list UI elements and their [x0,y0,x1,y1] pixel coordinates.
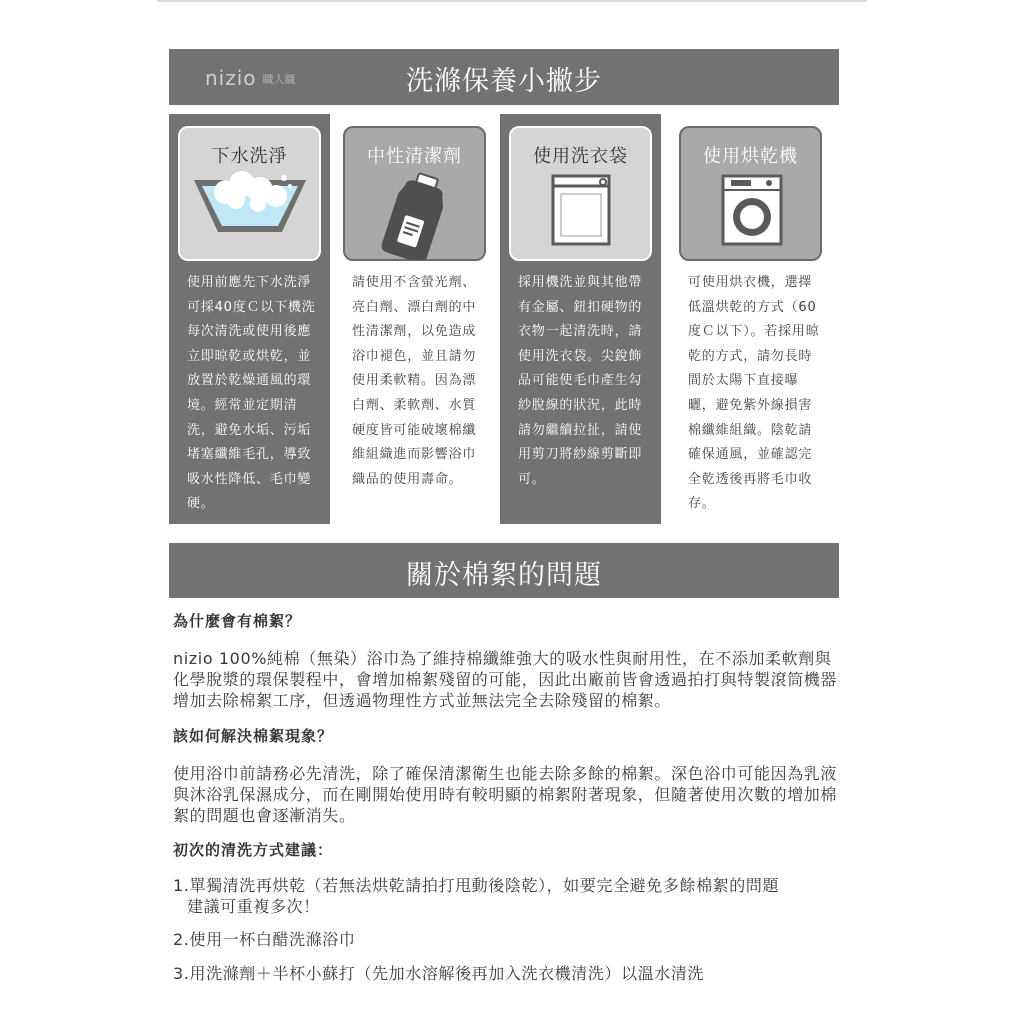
card-title: 下水洗淨 [211,146,288,167]
question-why-lint: 為什麼會有棉絮？ [173,612,302,630]
wash-tip-1-cont: 建議可重複多次！ [187,897,320,916]
care-column-detergent [334,114,495,524]
wash-tip-1: 1.單獨清洗再烘乾（若無法烘乾請拍打甩動後陰乾），如要完全避免多餘棉絮的問題 [173,876,780,895]
wash-basin-icon [180,170,319,240]
care-card [343,126,486,261]
care-column-wash [169,114,330,524]
dryer-machine-icon [681,170,820,250]
wash-tip-2-wrap [173,929,843,950]
care-card [178,126,321,261]
wash-tip-2: 2.使用一杯白醋洗滌浴巾 [173,930,356,949]
top-divider [157,0,867,2]
card-title: 使用洗衣袋 [533,146,628,167]
question-solve-lint: 該如何解決棉絮現象？ [173,727,334,745]
answer-solve-lint: 使用浴巾前請務必先清洗，除了確保清潔衛生也能去除多餘的棉絮。深色浴巾可能因為乳液與沐浴乳保濕成分，而在剛開始使用時有較明顯的棉絮附著現象，但隨著使用次數的增加棉絮的問題也會逐漸消失。 [173,764,838,825]
faq-question [173,610,843,631]
wash-tip-list [173,875,843,917]
brand-name: nizio [205,66,257,90]
care-text: 採用機洗並與其他帶有金屬、鈕扣硬物的衣物一起清洗時，請使用洗衣袋。尖銳飾品可能使毛巾產生勾紗脫線的狀況，此時請勿繼續拉扯，請使用剪刀將紗線剪斷即可。 [518,275,643,487]
section-title: 關於棉絮的問題 [406,560,602,591]
care-text: 使用前應先下水洗淨可採40度Ｃ以下機洗每次清洗或使用後應立即晾乾或烘乾，並放置於乾燥通風的環境。經常並定期清洗，避免水垢、污垢堵塞纖維毛孔，導致吸水性降低、毛巾變硬。 [187,275,316,512]
card-title: 使用烘乾機 [703,146,798,167]
brand-subtitle: 職人織 [262,73,296,86]
wash-tip-3: 3.用洗滌劑＋半杯小蘇打（先加水溶解後再加入洗衣機清洗）以溫水清洗 [173,964,705,983]
answer-why-lint: nizio 100%純棉（無染）浴巾為了維持棉纖維強大的吸水性與耐用性，在不添加柔軟劑與化學脫漿的環保製程中，會增加棉絮殘留的可能，因此出廠前皆會透過拍打與特製滾筒機器增加去除棉絮工序，但透過物理性方式並無法完全去除殘留的棉絮。 [173,649,838,710]
care-column-dryer [670,114,831,524]
care-card [679,126,822,261]
care-tips-banner [169,49,839,105]
page-title: 洗滌保養小撇步 [406,66,602,97]
laundry-bag-icon [511,170,650,250]
faq-answer [173,763,843,826]
care-text: 可使用烘衣機，選擇低溫烘乾的方式（60度Ｃ以下）。若採用晾乾的方式，請勿長時間於太陽下直接曝曬，避免紫外線損害棉纖維組織。陰乾請確保通風，並確認完全乾透後再將毛巾收存。 [688,275,820,512]
faq-question [173,725,843,746]
care-text: 請使用不含螢光劑、亮白劑、漂白劑的中性清潔劑，以免造成浴巾褪色，並且請勿使用柔軟精。因為漂白劑、柔軟劑、水質硬度皆可能破壞棉纖維組織進而影響浴巾織品的使用壽命。 [352,275,477,487]
card-title: 中性清潔劑 [367,146,462,167]
wash-tip-3-wrap [173,963,843,984]
question-first-wash: 初次的清洗方式建議： [173,841,334,859]
lint-section-banner [169,543,839,598]
care-card [509,126,652,261]
faq-answer [173,648,843,711]
detergent-bottle-icon [345,170,484,260]
care-column-laundry-bag [500,114,661,524]
faq-question [173,839,843,860]
